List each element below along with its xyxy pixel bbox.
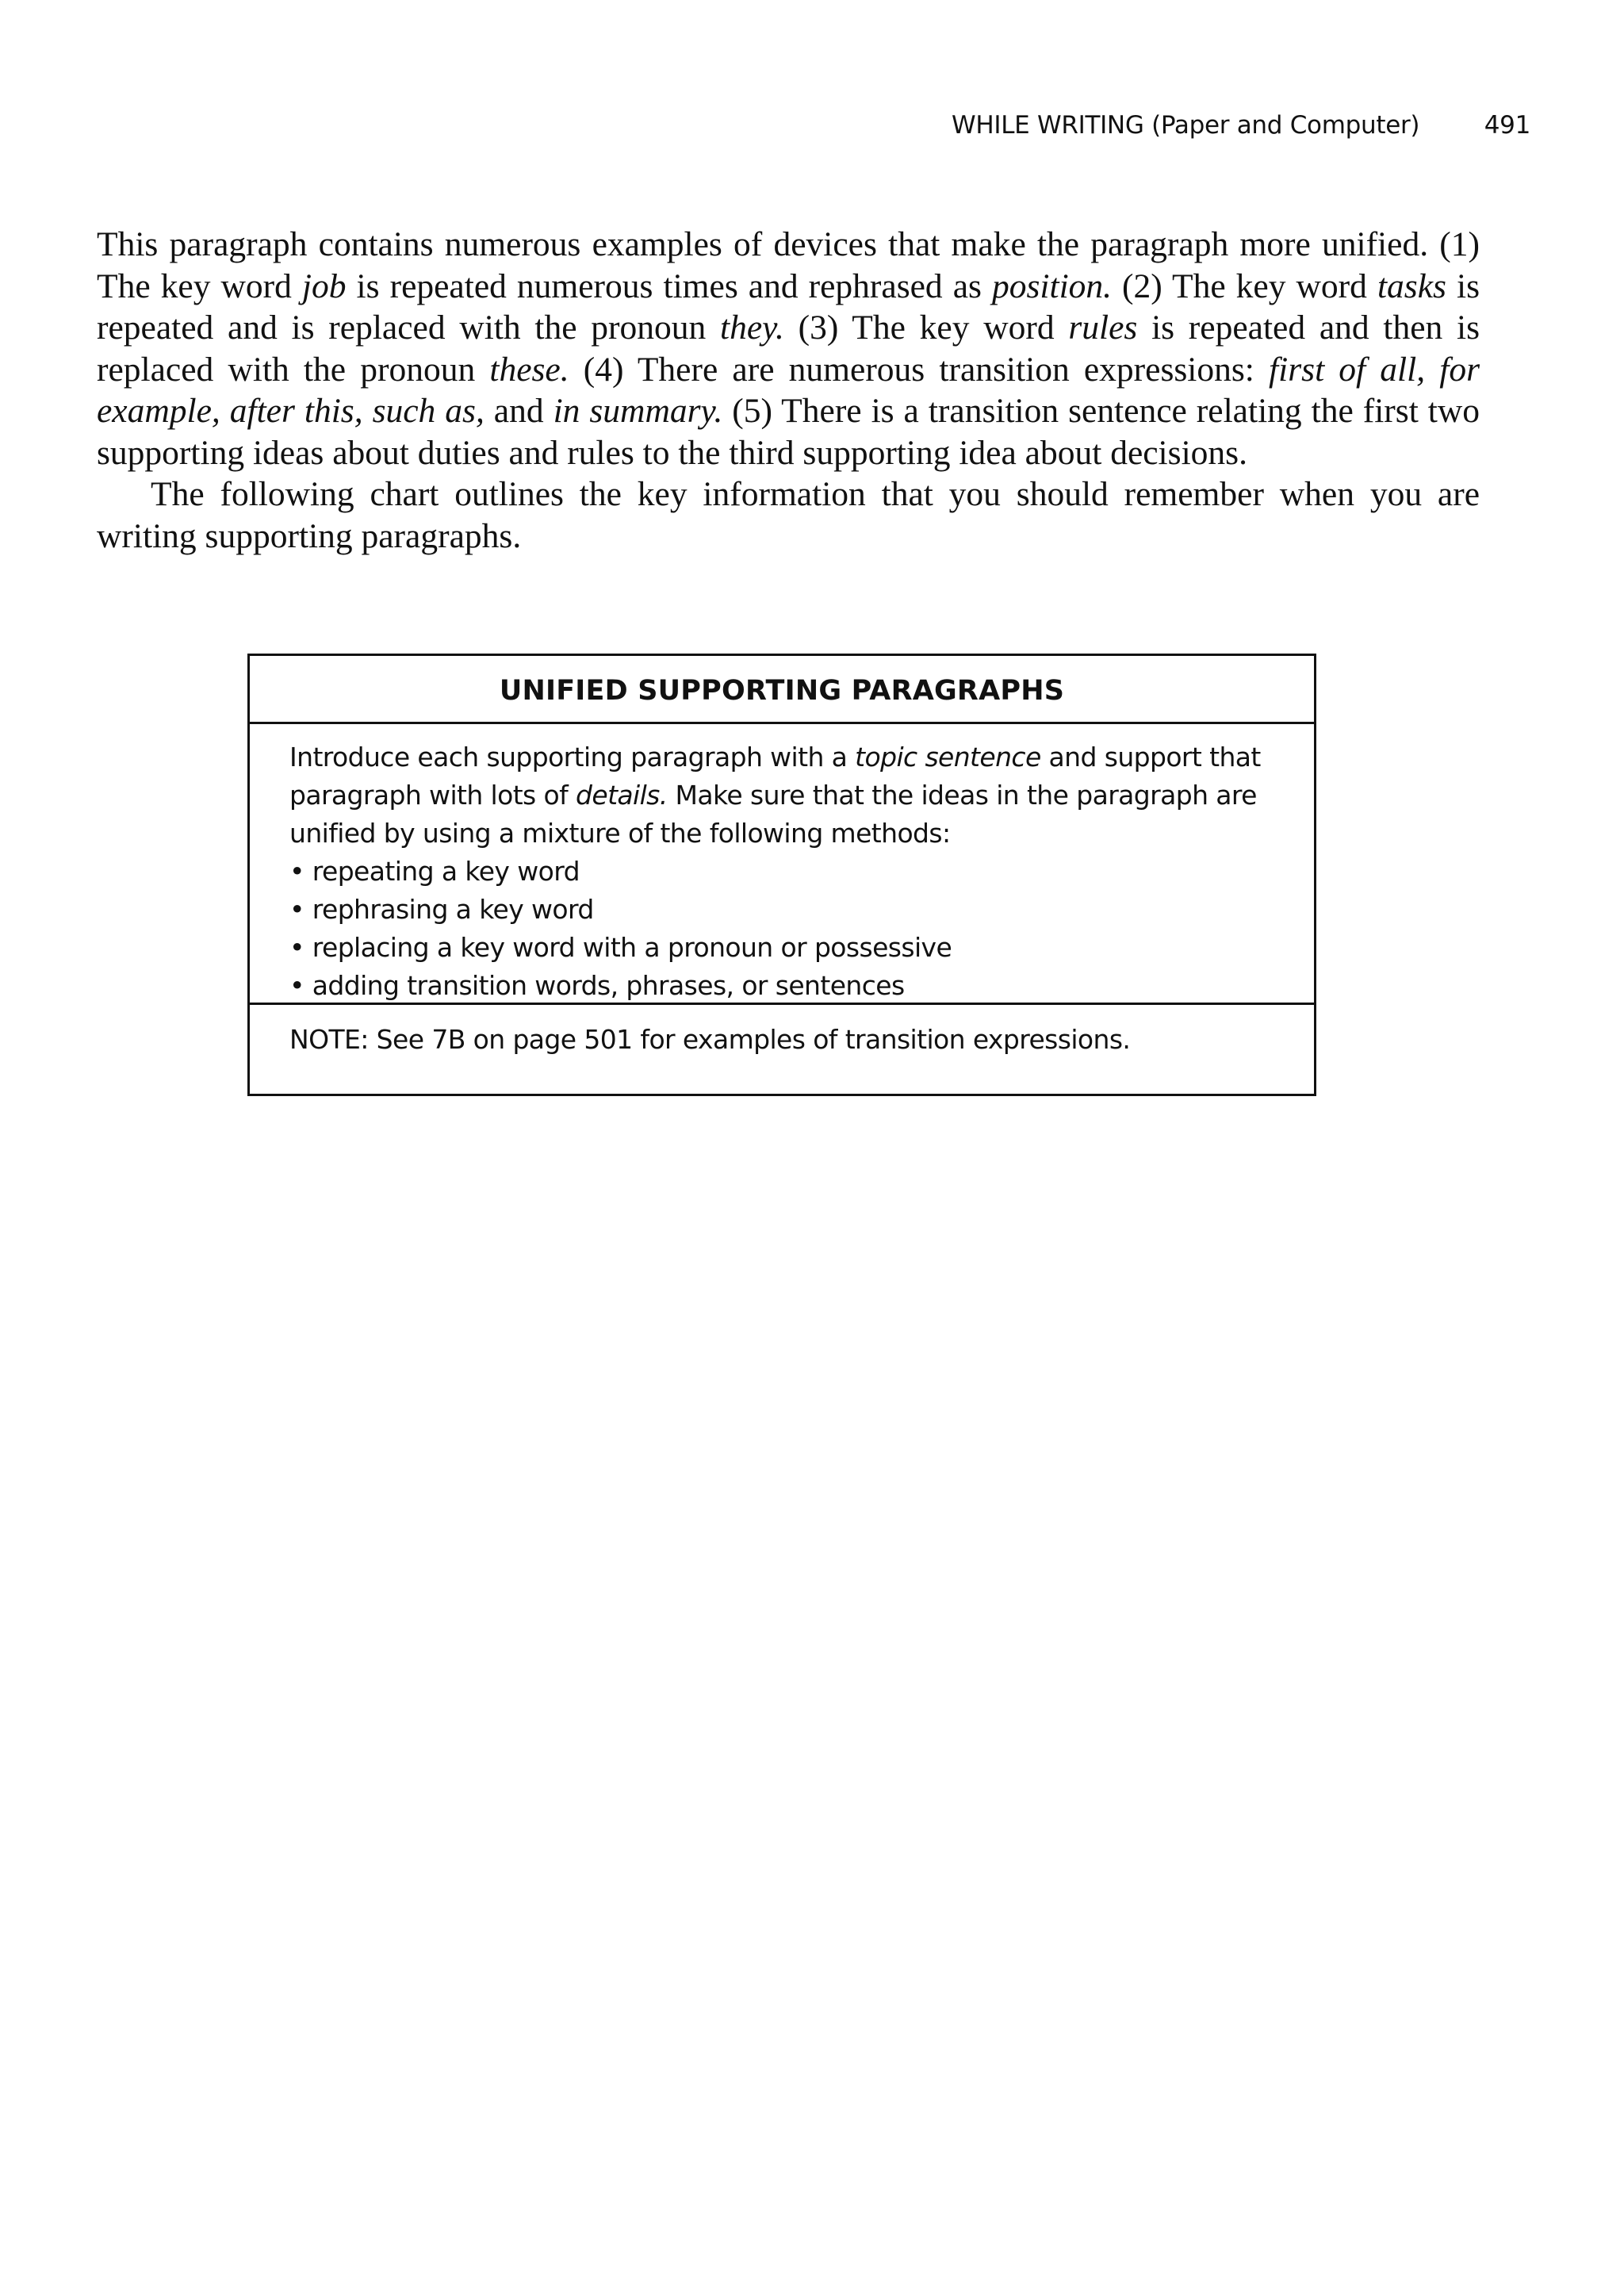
list-item: • replacing a key word with a pronoun or possessive <box>289 929 1277 967</box>
chart-note: NOTE: See 7B on page 501 for examples of transition expressions. <box>289 1024 1131 1055</box>
page-number: 491 <box>1484 111 1530 140</box>
transition-expressions: first of all, for example, after this, such as, <box>97 350 1480 430</box>
transition-in-summary: in summary. <box>553 392 723 430</box>
paragraph-chart-intro: The following chart outlines the key information that you should remember when you are writing supporting paragraphs. <box>97 475 1480 555</box>
chart-body <box>250 724 1314 1005</box>
text-run: is repeated and then is replaced with the pronoun <box>97 309 1480 389</box>
text-run: Make sure that the ideas in the paragraph are unified by using a mixture of the following methods: <box>289 780 1257 849</box>
key-word-these: these. <box>489 350 569 389</box>
body-text <box>97 224 1480 557</box>
running-header <box>952 111 1530 140</box>
text-run: is repeated numerous times and rephrased as <box>346 266 992 305</box>
key-word-job: job <box>301 266 347 305</box>
text-run: and support that paragraph with lots of <box>289 742 1261 811</box>
text-run: Introduce each supporting paragraph with a <box>289 742 856 773</box>
text-run: is repeated and is replaced with the pronoun <box>97 266 1480 347</box>
key-word-rules: rules <box>1068 309 1138 347</box>
list-item: • adding transition words, phrases, or sentences <box>289 967 1277 1005</box>
list-item: • repeating a key word <box>289 853 1277 891</box>
term-topic-sentence: topic sentence <box>855 742 1041 773</box>
summary-chart-box <box>247 654 1316 1096</box>
text-run: and <box>484 392 553 430</box>
chart-intro <box>289 738 1277 853</box>
text-run: (4) There are numerous transition expressions: <box>569 350 1270 389</box>
key-word-tasks: tasks <box>1377 266 1446 305</box>
text-run: This paragraph contains numerous examples of devices that make the paragraph more unified. (1) The key word <box>97 225 1480 305</box>
text-run: (2) The key word <box>1112 266 1377 305</box>
text-run: (5) There is a transition sentence relating the first two supporting ideas about duties and rules to the third supporting idea about decisions. <box>97 392 1480 472</box>
term-details: details. <box>576 780 668 811</box>
key-word-they: they. <box>719 309 784 347</box>
list-item: • rephrasing a key word <box>289 891 1277 929</box>
text-run: (3) The key word <box>783 309 1069 347</box>
methods-list <box>289 853 1277 1005</box>
key-word-position: position. <box>991 266 1113 305</box>
paragraph-devices <box>97 224 1480 474</box>
chart-title: UNIFIED SUPPORTING PARAGRAPHS <box>250 656 1314 724</box>
running-title: WHILE WRITING (Paper and Computer) <box>952 111 1420 140</box>
